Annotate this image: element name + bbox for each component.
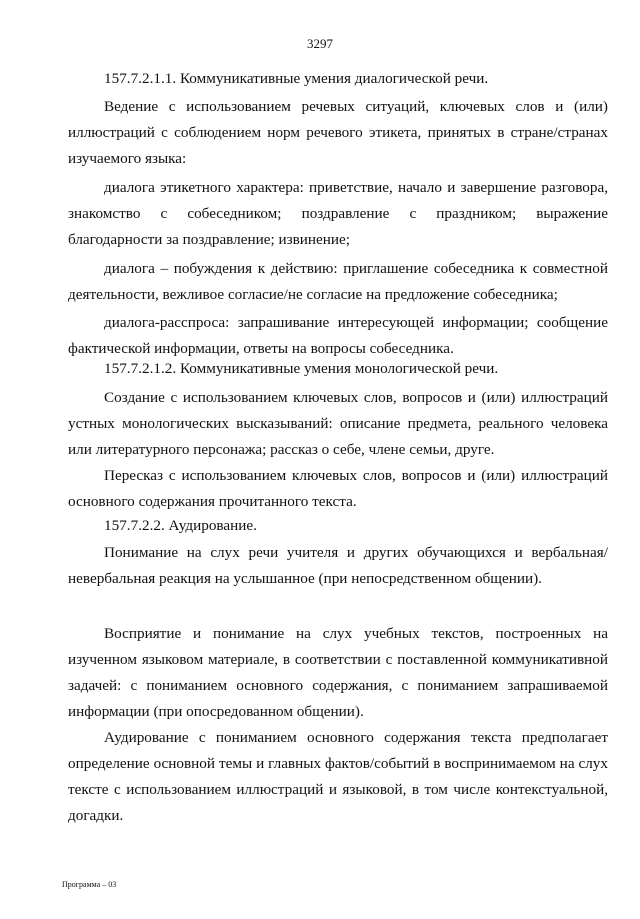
paragraph-retelling: Пересказ с использованием ключевых слов, вопросов и (или) иллюстраций основного содержания прочитанного текста. (68, 467, 608, 510)
paragraph-dialogue-conduct: Ведение с использованием речевых ситуаций, ключевых слов и (или) иллюстраций с соблюдением норм речевого этикета, принятых в стране/странах изучаемого языка: (68, 98, 608, 167)
paragraph-etiquette-dialogue: диалога этикетного характера: приветствие, начало и завершение разговора, знакомство с собеседником; поздравление с праздником; выражение благодарности за поздравление; извинение; (68, 179, 608, 248)
heading-monologic-speech: 157.7.2.1.2. Коммуникативные умения монологической речи. (104, 360, 499, 377)
page-number: 3297 (307, 36, 333, 51)
paragraph-listening-main-content: Аудирование с пониманием основного содержания текста предполагает определение основной темы и главных фактов/событий в воспринимаемом на слух тексте с использованием иллюстраций и языковой, в том числе контекстуальной, догадки. (68, 729, 608, 824)
heading-dialogic-speech: 157.7.2.1.1. Коммуникативные умения диалогической речи. (104, 70, 489, 87)
footer-program-label: Программа – 03 (62, 880, 117, 889)
paragraph-listening-perception: Восприятие и понимание на слух учебных текстов, построенных на изученном языковом материале, в соответствии с поставленной коммуникативной задачей: с пониманием основного содержания, с пониманием запрашиваемой информации (при опосредованном общении). (68, 625, 608, 720)
paragraph-incentive-dialogue: диалога – побуждения к действию: приглашение собеседника к совместной деятельности, вежливое согласие/не согласие на предложение собеседника; (68, 260, 608, 303)
paragraph-monologue-creation: Создание с использованием ключевых слов, вопросов и (или) иллюстраций устных монологических высказываний: описание предмета, реального человека или литературного персонажа; рассказ о себе, члене семьи, друге. (68, 389, 608, 458)
paragraph-inquiry-dialogue: диалога-расспроса: запрашивание интересующей информации; сообщение фактической информации, ответы на вопросы собеседника. (68, 314, 608, 357)
heading-listening: 157.7.2.2. Аудирование. (104, 517, 257, 534)
paragraph-listening-understanding: Понимание на слух речи учителя и других обучающихся и вербальная/невербальная реакция на услышанное (при непосредственном общении). (68, 544, 608, 587)
